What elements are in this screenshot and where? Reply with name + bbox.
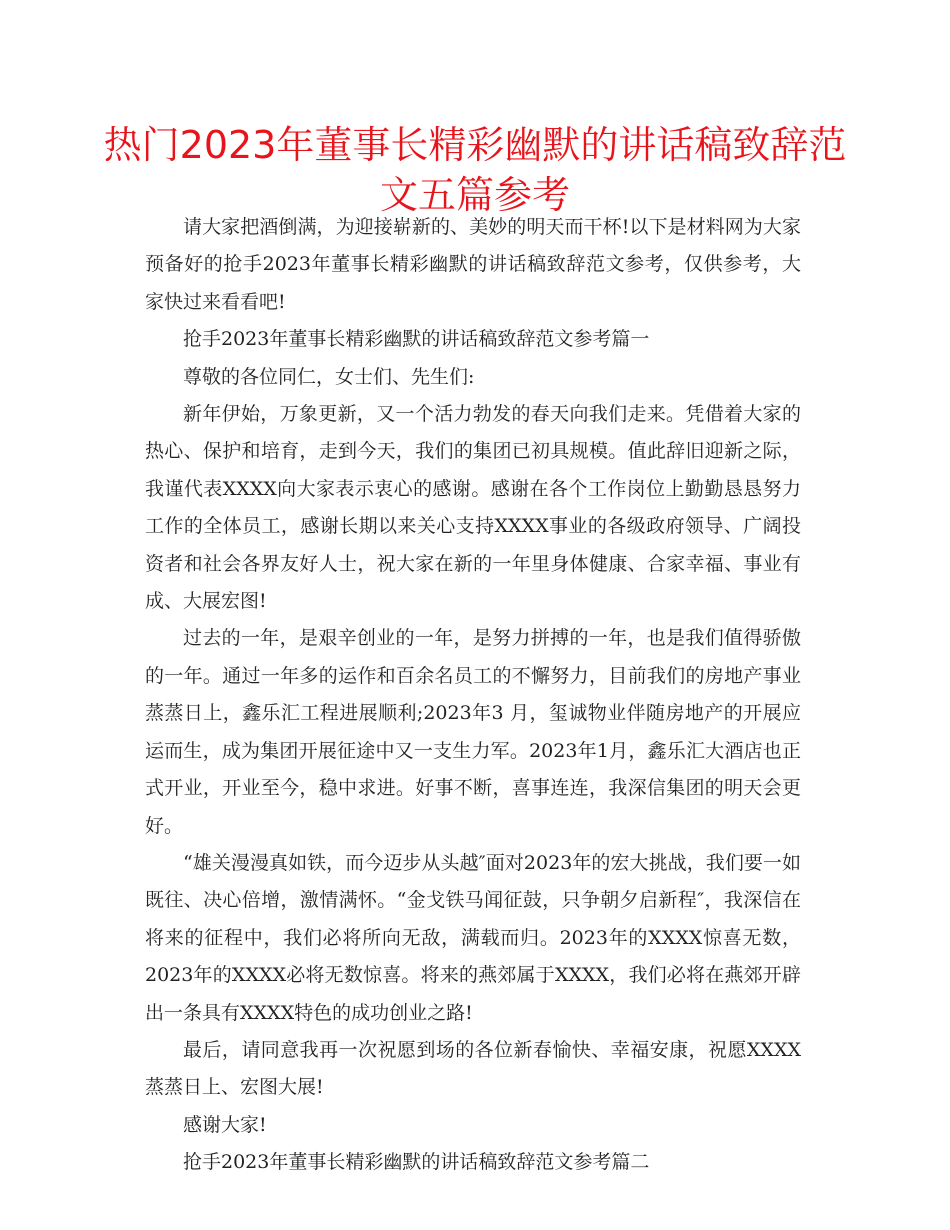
- body-paragraph: 最后，请同意我再一次祝愿到场的各位新春愉快、幸福安康，祝愿XXXX蒸蒸日上、宏图大展!: [145, 1038, 801, 1099]
- document-title: 热门2023年董事长精彩幽默的讲话稿致辞范文五篇参考: [103, 123, 847, 217]
- salutation: 尊敬的各位同仁，女士们、先生们:: [183, 365, 475, 388]
- document-body: [145, 209, 801, 1182]
- closing-thanks: 感谢大家!: [183, 1113, 267, 1136]
- body-paragraph: 过去的一年，是艰辛创业的一年，是努力拼搏的一年，也是我们值得骄傲的一年。通过一年多的运作和百余名员工的不懈努力，目前我们的房地产事业蒸蒸日上，鑫乐汇工程进展顺利;2023年3 月，玺诚物业伴随房地产的开展应运而生，成为集团开展征途中又一支生力军。2023年1月，鑫乐汇大酒店也正式开业，开业至今，稳中求进。好事不断，喜事连连，我深信集团的明天会更好。: [145, 627, 801, 837]
- section-heading-2: 抢手2023年董事长精彩幽默的讲话稿致辞范文参考篇二: [183, 1151, 650, 1174]
- body-paragraph: 新年伊始，万象更新，又一个活力勃发的春天向我们走来。凭借着大家的热心、保护和培育，走到今天，我们的集团已初具规模。值此辞旧迎新之际，我谨代表XXXX向大家表示衷心的感谢。感谢在各个工作岗位上勤勤恳恳努力工作的全体员工，感谢长期以来关心支持XXXX事业的各级政府领导、广阔投资者和社会各界友好人士，祝大家在新的一年里身体健康、合家幸福、事业有成、大展宏图!: [145, 403, 801, 613]
- body-paragraph: “雄关漫漫真如铁，而今迈步从头越″面对2023年的宏大挑战，我们要一如既往、决心倍增，激情满怀。“金戈铁马闻征鼓，只争朝夕启新程″，我深信在将来的征程中，我们必将所向无敌，满载而归。2023年的XXXX惊喜无数， 2023年的XXXX必将无数惊喜。将来的燕郊属于XXXX，我们必将在燕郊开辟出一条具有XXXX特色的成功创业之路!: [145, 851, 801, 1024]
- section-heading-1: 抢手2023年董事长精彩幽默的讲话稿致辞范文参考篇一: [183, 328, 650, 351]
- intro-paragraph: 请大家把酒倒满，为迎接崭新的、美妙的明天而干杯!以下是材料网为大家预备好的抢手2023年董事长精彩幽默的讲话稿致辞范文参考，仅供参考，大家快过来看看吧!: [145, 216, 801, 313]
